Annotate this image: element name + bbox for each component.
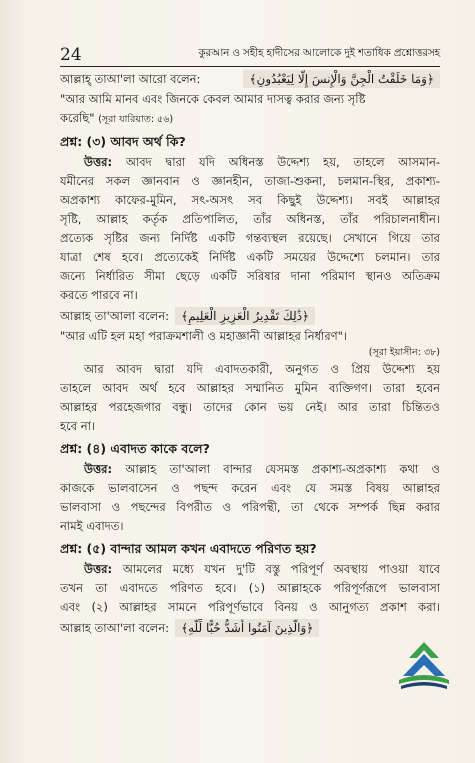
quote-intro: আল্লাহ তা'আলা বলেন: bbox=[60, 308, 170, 323]
answer-label: উত্তর: bbox=[84, 462, 113, 476]
arabic-verse: ﴿وَالَّذِينَ آمَنُوا أَشَدُّ حُبًّا لِّلَّهِ﴾ bbox=[175, 619, 319, 637]
answer-line: যাত্রা শেষ হবে। প্রত্যেকেই নির্দিষ্ট একটি সময়ের উদ্দেশ্যে চলমান। তার bbox=[60, 250, 440, 264]
answer-line: অপ্রকাশ্য কাফের-মুমিন, সৎ-অসৎ সব কিছুই উদ্দেশ্য। সবই আল্লাহর bbox=[60, 193, 440, 207]
verse-reference: (সূরা ইয়াসীন: ৩৮) bbox=[368, 347, 440, 358]
quote-intro: আল্লাহ্ তাআ'লা আরো বলেন: bbox=[60, 71, 201, 86]
answer-line: কাজকে ভালবাসেন ও পছন্দ করেন এবং যে সমস্ত বিষয় আল্লাহর bbox=[60, 481, 440, 495]
answer-line: আল্লাহর পরহেজগার বন্ধু। তাদের কোন ভয় নেই। আর তারা চিন্তিতও bbox=[60, 400, 440, 414]
quote-intro: আল্লাহ তাআ'লা বলেন: bbox=[60, 620, 170, 635]
question-heading: প্রশ্ন: (৪) এবাদত কাকে বলে? bbox=[60, 441, 210, 456]
page-header bbox=[60, 44, 440, 67]
page-content bbox=[60, 68, 440, 639]
answer-line: হবে না। bbox=[60, 419, 96, 433]
arabic-verse: ﴿وَمَا خَلَقْتُ الْجِنَّ وَالْإِنسَ إِلَّا لِيَعْبُدُونِ﴾ bbox=[243, 70, 440, 88]
answer-line: ভালবাসা ও পছন্দের বিপরীত ও পরিপন্থী, তা থেকে সম্পর্ক ছিন্ন করার bbox=[60, 500, 440, 514]
answer-line: এবং (২) আল্লাহর সামনে পরিপূর্ণভাবে বিনয় ও আনুগত্য প্রকাশ করা। bbox=[60, 600, 440, 614]
running-title: কুরআন ও সহীহ হাদীসের আলোকে দুই শতাধিক প্রশ্নোত্তরসহ bbox=[198, 47, 440, 59]
arabic-quote-row-2 bbox=[60, 305, 440, 327]
page-number: 24 bbox=[60, 45, 82, 65]
arabic-verse: ﴿ذَٰلِكَ تَقْدِيرُ الْعَزِيزِ الْعَلِيمِ﴾ bbox=[175, 307, 315, 325]
translation-line-end: করেছি" (সূরা যারিয়াত: ৫৬) bbox=[60, 111, 174, 125]
answer-line: তখন তা এবাদতে পরিণত হবে। (১) আল্লাহকে পরিপূর্ণরূপে ভালবাসা bbox=[60, 581, 440, 595]
question-heading: প্রশ্ন: (৫) বান্দার আমল কখন এবাদতে পরিণত হয়? bbox=[60, 541, 317, 556]
answer-line: উত্তর: আবদ দ্বারা যদি অধিনস্ত উদ্দেশ্য হয়, তাহলে আসমান- bbox=[84, 155, 440, 169]
answer-line: নামই এবাদত। bbox=[60, 519, 124, 533]
question-heading: প্রশ্ন: (৩) আবদ অর্থ কি? bbox=[60, 134, 186, 149]
answer-line: সৃষ্টি, আল্লাহ কর্তৃক প্রতিপালিত, তাঁর অধিনস্ত, তাঁর পরিচালনাধীন। bbox=[60, 212, 440, 226]
arabic-quote-row-3 bbox=[60, 617, 440, 639]
publisher-logo-icon bbox=[395, 640, 453, 692]
answer-line: প্রত্যেক সৃষ্টির জন্য নির্দিষ্ট একটি গন্তব্যস্থল রয়েছে। সেখানে গিয়ে তার bbox=[60, 231, 440, 245]
arabic-quote-row-1 bbox=[60, 68, 440, 90]
answer-line: আর আবদ দ্বারা যদি এবাদতকারী, অনুগত ও প্রিয় উদ্দেশ্য হয় bbox=[84, 362, 440, 376]
answer-line: তাহলে আবদ অর্থ হবে আল্লাহর সম্মানিত মুমিন ব্যক্তিগণ। তারা হবেন bbox=[60, 381, 440, 395]
answer-line: উত্তর: আমলের মধ্যে যখন দু'টি বস্তু পরিপূর্ণ অবস্থায় পাওয়া যাবে bbox=[84, 562, 440, 576]
translation-line: "আর এটি হল মহা পরাক্রমশালী ও মহাজ্ঞানী আল্লাহর নির্ধারণ"। bbox=[60, 329, 348, 343]
answer-line: উত্তর: আল্লাহ তা'আলা বান্দার যেসমস্ত প্রকাশ্য-অপ্রকাশ্য কথা ও bbox=[84, 462, 440, 476]
verse-reference: (সূরা যারিয়াত: ৫৬) bbox=[98, 114, 174, 125]
answer-line: জন্যে নির্ধারিত সীমা ছেড়ে একটি সরিষার দানা পরিমাণ স্থানও অতিক্রম bbox=[60, 269, 440, 283]
answer-label: উত্তর: bbox=[84, 562, 113, 576]
answer-line: যমীনের সকল জ্ঞানবান ও জ্ঞানহীন, তাজা-শুকনা, চলমান-স্থির, প্রকাশ্য- bbox=[60, 174, 440, 188]
answer-label: উত্তর: bbox=[84, 155, 113, 169]
answer-line: করতে পারবে না। bbox=[60, 288, 138, 302]
translation-line: "আর আমি মানব এবং জিনকে কেবল আমার দাসত্ব করার জন্য সৃষ্টি bbox=[60, 92, 366, 106]
